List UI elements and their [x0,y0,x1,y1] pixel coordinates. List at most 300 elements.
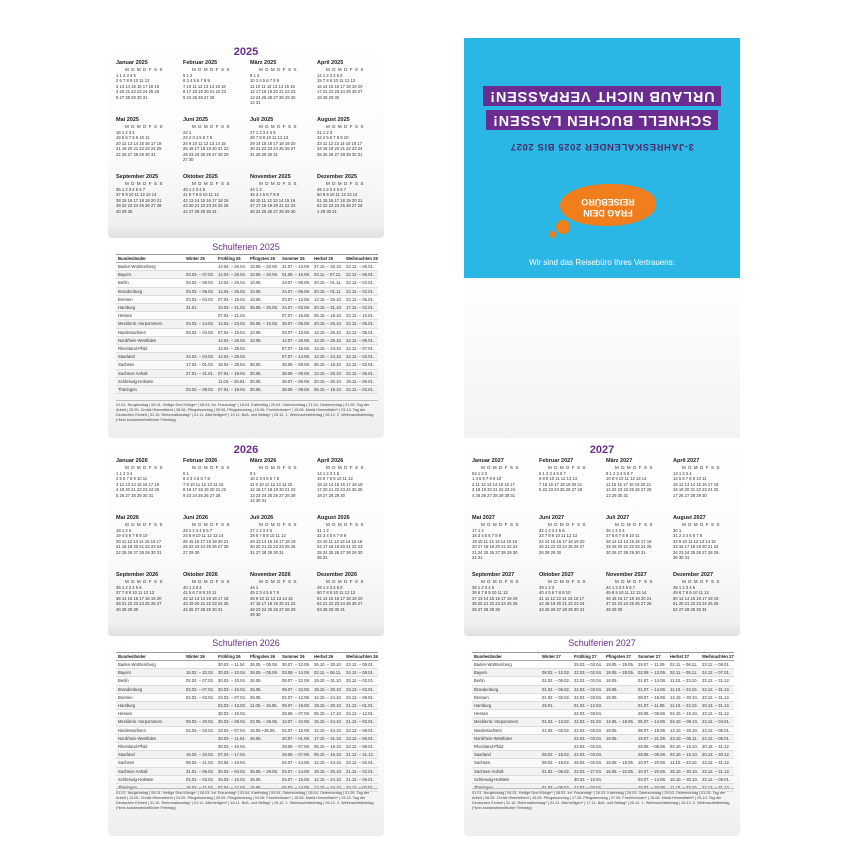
holiday-range: 26.10. – 30.10. [314,662,342,667]
weekday-header: M D M D F S S [259,522,298,527]
column-header: Winter 27 [542,654,561,659]
holiday-range: 08.07. – 18.08. [638,694,666,700]
week-row: 48 24 25 26 27 28 29 30 [250,208,296,214]
state-name: Sachsen [474,760,491,766]
holiday-range: 23.12. – 06.01. [346,735,374,741]
state-name: Bayern [474,670,488,676]
week-row: 38 14 15 16 17 18 19 20 [116,595,162,601]
holiday-range: 03.07. – 13.08. [282,329,310,335]
column-header: Bundesländer [474,654,502,659]
week-row: 9 24 25 26 27 28 [183,94,215,100]
holiday-range: 13.10. – 25.10. [314,329,342,335]
weekday-header: M D M D F S S [192,67,231,72]
week-row: 39 1 2 3 [539,585,555,590]
state-name: Brandenburg [118,686,143,692]
table-row [472,743,734,751]
holiday-range: 07.04. – 19.04. [218,329,246,335]
weekday-header: M D M D F S S [192,522,231,527]
holiday-range: 05.10. – 16.10. [314,752,342,758]
table-row [116,661,378,669]
holiday-range: 14.04. – 25.04. [218,354,246,360]
state-name: Bremen [118,694,133,700]
week-row: 5 1 [183,471,189,476]
holiday-range: 19.07. – 31.08. [638,735,666,741]
holiday-range: 03.07. – 13.08. [282,296,310,302]
holiday-range: 22.12. – 02.01. [346,288,374,294]
month-name: März 2027 [606,458,633,464]
table-row [116,271,378,279]
month-block [472,458,536,498]
week-row: 37 13 14 15 16 17 18 19 [472,595,518,601]
holiday-range [542,710,574,717]
holiday-range: 22.03. – 03.04. [574,727,602,733]
logo-bubble [556,220,570,234]
holiday-range: 07.07. – 15.08. [282,346,310,352]
month-name: Mai 2027 [472,515,495,521]
holiday-range: 01.08. – 15.09. [282,272,310,278]
holiday-range: 03.04. – 10.04. [218,760,246,766]
state-name: Schleswig-Holstein [118,378,154,384]
week-row: 1 29 30 31 [317,208,337,214]
table-row [116,320,378,328]
week-row: 9 23 24 25 26 27 28 [183,492,221,498]
week-row: 15 7 8 9 10 11 12 13 [317,78,356,84]
holiday-range: 09.02. – 21.02. [186,760,214,766]
state-name: Thüringen [118,785,137,791]
week-row: 28 6 7 8 9 10 11 12 [250,533,286,539]
holiday-range: 23.12. – 02.01. [346,785,374,791]
holiday-range: 15.05. – 22.05. [606,768,634,774]
table-row [116,304,378,312]
month-block [250,572,314,617]
weekday-header: M D M D F S S [125,181,164,186]
week-row: 30 21 22 23 24 25 26 27 [250,146,296,152]
week-row: 48 29 30 [606,606,623,612]
day-grid [116,73,180,100]
ferien-table-2026 [116,652,378,792]
column-header: Sommer 26 [282,654,305,659]
weekday-header: M D M D F S S [481,579,520,584]
holiday-range: 03.02. – 04.02. [186,329,214,335]
state-name: Baden-Württemberg [118,264,156,269]
ferien-panel-2025 [108,238,384,438]
state-name: Sachsen-Anhalt [474,768,504,774]
month-name: März 2026 [250,458,277,464]
holiday-range: 30.05. [250,370,262,376]
table-row [472,735,734,743]
holiday-range: 19.10. – 30.10. [314,703,342,709]
table-header [116,255,378,263]
week-row: 35 1 2 3 4 5 [472,585,495,590]
holiday-range: 09.07. – 22.08. [282,678,310,684]
week-row: 22 26 27 28 29 30 31 [116,151,156,157]
column-header: Frühling 25 [218,256,241,261]
holiday-range: 23.12. – 09.01. [346,662,374,667]
weekday-header: M D M D F S S [326,124,365,129]
table-row [116,279,378,287]
week-row: 31 28 29 30 31 [250,151,278,157]
day-grid [317,471,381,498]
week-row: 31 27 28 29 30 31 [250,549,284,555]
holiday-range: 12.10. – 24.10. [314,785,342,791]
holiday-range: 14.10. – 30.10. [670,694,698,700]
holiday-range: 29.06. – 07.08. [282,744,310,750]
holiday-range: 23.12. – 02.01. [346,678,374,684]
week-row: 27 30 [183,157,194,163]
week-row: 3 13 14 15 16 17 18 19 [116,83,160,89]
holiday-range: 22.03. – 03.04. [574,711,602,717]
week-row: 11 15 16 17 18 19 20 21 [606,481,652,487]
holiday-range: 05.10. – 17.10. [314,711,342,717]
ferien-title: Schulferien 2025 [212,242,280,252]
state-name: Baden-Württemberg [118,662,156,667]
week-row: 45 3 4 5 6 7 8 9 [250,192,280,198]
week-row: 23 1 2 3 4 5 6 7 [183,528,213,533]
holiday-range: 23.12. – 04.01. [702,719,730,725]
headline-1: URLAUB NICHT VERPASSEN! [464,86,740,106]
month-block [250,515,314,555]
holiday-footnote: 01.01. Neujahrstag | 06.01. Heilige Drei Könige* | 08.03. Int. Frauentag* | 18.04. Karfreitag | 20.04. Ostersonntag | 21.04. Ostermontag | 01.05. Tag der Arbeit | 29.05. Christi Himmelfahrt | 08.06. Pfingstsonntag | 09.06. Pfingstmontag | 19.06. Fronleichnam* | 15.08. Mariä Himmelfahrt* | 03.10. Tag der Deutschen Einheit | 31.10. Reformationstag* | 01.11. Allerheiligen* | 19.11. Buß- und Bettag* | 25.12. 1. Weihnachtsfeiertag | 26.12. 2. Weihnachtsfeiertag (*kein bundeseinheitlicher Feiertag) [116,400,378,423]
column-header: Weihnachten 26 [346,654,378,659]
holiday-range: 21.12. – 02.01. [346,768,374,774]
month-block [606,572,670,612]
day-grid [183,130,247,162]
month-block [317,515,381,560]
table-body [472,661,734,792]
month-name: Oktober 2027 [539,572,574,578]
week-row: 18 3 4 5 6 7 8 9 [472,533,502,539]
table-row [472,710,734,718]
holiday-range [186,702,218,709]
week-row: 28 7 8 9 10 11 12 13 [250,135,289,141]
holiday-range: 21.12. – 31.12. [346,752,374,758]
holiday-range: 30.03. – 10.04. [218,670,246,676]
table-row [116,370,378,378]
state-name: Thüringen [474,785,493,791]
month-block [673,515,737,560]
week-row: 25 16 17 18 19 20 21 22 [183,146,229,152]
holiday-range: 28.06. – 08.08. [282,362,310,368]
month-block [317,458,381,498]
holiday-range: 01.07. – 14.08. [638,678,666,684]
table-row [116,296,378,304]
week-row: 17 26 27 28 29 30 [673,492,707,498]
week-row: 36 31 [317,555,328,561]
state-name: Hamburg [118,703,136,709]
week-row: 20 11 12 13 14 15 16 17 [116,538,162,544]
ferien-title: Schulferien 2027 [568,638,636,648]
week-row: 5 27 28 29 30 31 [116,94,148,100]
holiday-range: 14.04. – 25.04. [218,280,246,286]
holiday-range: 15.10. – 24.10. [314,719,342,725]
week-row: 5 1 2 [183,73,193,78]
month-name: September 2027 [472,572,515,578]
month-name: Februar 2026 [183,458,218,464]
holiday-range: 26.05. – 05.06. [250,662,278,667]
week-row: 27 1 2 3 4 5 [250,528,273,533]
month-block [539,572,603,612]
holiday-range [186,378,218,385]
day-grid [116,471,180,498]
holiday-range: 10.03. – 21.03. [218,305,246,311]
day-grid [472,528,536,560]
holiday-range: 06.10. – 18.10. [314,313,342,319]
table-header [116,653,378,661]
holiday-range: 26.03. – 10.04. [218,776,246,782]
holiday-range: 04.07. – 14.08. [282,768,310,774]
holiday-range [186,743,218,750]
holiday-range [250,710,282,717]
state-name: Nordrhein-Westfalen [474,735,513,741]
week-row: 32 9 10 11 12 13 14 15 [673,538,716,544]
holiday-range: 18.05. [606,678,618,684]
week-row: 43 19 20 21 22 23 24 25 [183,601,229,607]
holiday-range: 23.12. – 09.01. [346,694,374,700]
holiday-range: 18.05. [606,694,618,700]
holiday-range [250,759,282,766]
table-header [472,653,734,661]
week-row: 43 20 21 22 23 24 25 26 [183,203,229,209]
month-block [116,458,180,498]
holiday-range: 23.03. – 07.04. [218,727,246,733]
holiday-range: 19.10. – 31.10. [314,678,342,684]
table-row [472,727,734,735]
week-row: 2 6 7 8 9 10 11 12 [116,78,150,84]
week-row: 35 30 31 [673,555,690,561]
holiday-range: 29.01. [542,703,554,709]
holiday-range: 13.10. – 25.10. [314,296,342,302]
holiday-range: 14.04. – 23.04. [218,321,246,327]
table-body [116,263,378,394]
month-name: Juli 2027 [606,515,630,521]
fold-shadow [108,622,384,636]
month-block [250,60,314,105]
week-row: 12 16 17 18 19 20 21 22 [250,487,296,493]
table-row [472,677,734,685]
column-header: Winter 26 [186,654,205,659]
column-header: Weihnachten 27 [702,654,734,659]
holiday-range: 03.02. – 08.02. [186,288,214,294]
weekday-header: M D M D F S S [326,522,365,527]
state-name: Sachsen [118,760,135,766]
week-row: 52 27 28 29 30 31 [673,606,707,612]
holiday-range [542,735,574,742]
cover-panel [464,38,740,248]
week-row: 13 24 25 26 27 28 29 30 [250,94,296,100]
weekday-header: M D M D F S S [192,124,231,129]
week-row: 14 31 [250,100,261,106]
week-row: 3 18 19 20 21 22 23 24 [472,487,516,493]
week-row: 17 21 22 23 24 25 26 27 [317,89,363,95]
holiday-range: 04.07. – 14.08. [282,785,310,791]
week-row: 41 11 12 13 14 15 16 17 [539,595,585,601]
week-row: 40 1 2 3 4 5 [183,187,206,192]
week-row: 1 1 2 3 4 [116,471,133,476]
holiday-range: 22.03. – 03.04. [574,735,602,741]
holiday-range: 25.03. – 03.04. [574,662,602,667]
column-header: Pfingsten 25 [250,256,275,261]
week-row: 24 14 15 16 17 18 19 20 [539,538,585,544]
holiday-range: 03.08. – 14.09. [282,670,310,676]
week-row: 43 25 26 27 28 29 30 31 [539,606,585,612]
holiday-range: 02.02. – 07.02. [186,686,214,692]
state-name: Brandenburg [474,686,499,692]
day-grid [317,187,381,214]
month-name: Dezember 2026 [317,572,358,578]
month-block [539,515,603,555]
week-row: 14 1 2 3 4 5 6 [317,73,343,78]
holiday-range: 24.02. – 04.03. [186,354,214,360]
month-block [250,174,314,214]
state-name: Rheinland-Pfalz [474,744,504,750]
holiday-range: 02.11. – 05.11. [670,670,698,676]
holiday-range: 05.10. – 16.10. [314,744,342,750]
holiday-range: 04.07. – 15.08. [282,776,310,782]
week-row: 4 20 21 22 23 24 25 26 [116,89,160,95]
column-header: Pfingsten 27 [606,654,631,659]
week-row: 16 14 15 16 17 18 19 20 [317,83,363,89]
month-block [673,458,737,498]
week-row: 35 25 26 27 28 29 30 31 [317,151,363,157]
weekday-header: M D M D F S S [326,579,365,584]
week-row: 45 2 3 4 5 6 7 8 [250,590,280,596]
week-row: 35 24 25 26 27 28 29 30 [317,549,363,555]
holiday-range: 18.05. [606,727,618,733]
month-name: November 2026 [250,572,291,578]
week-row: 36 6 7 8 9 10 11 12 [472,590,508,596]
day-grid [250,130,314,157]
holiday-range: 19.10. – 30.10. [314,768,342,774]
week-row: 2 11 12 13 14 15 16 17 [472,481,515,487]
weekday-header: M D M D F S S [481,522,520,527]
state-name: Berlin [118,678,129,684]
holiday-range: 21.12. – 06.01. [346,776,374,782]
column-header: Herbst 26 [314,654,334,659]
holiday-range: 22.12. – 03.01. [346,387,374,393]
weekday-header: M D M D F S S [548,522,587,527]
week-row: 18 28 29 30 [317,94,340,100]
weekday-header: M D M D F S S [125,579,164,584]
week-row: 15 6 7 8 9 10 11 12 [317,476,353,482]
month-block [116,60,180,100]
holiday-range: 30.07. – 12.09. [282,662,310,667]
holiday-range: 20.10. – 01.11. [314,288,342,294]
week-row: 19 5 6 7 8 9 10 11 [116,135,150,141]
holiday-range: 14.10. – 30.10. [670,727,698,733]
week-row: 46 15 16 17 18 19 20 21 [606,595,652,601]
table-row [116,677,378,685]
holiday-range: 25.10. – 30.10. [670,768,698,774]
table-row [116,345,378,353]
week-row: 50 8 9 10 11 12 13 14 [317,192,358,198]
holiday-range: 03.02. – 04.02. [186,296,214,302]
week-row: 23 7 8 9 10 11 12 13 [539,533,578,539]
holiday-range: 24.07. – 03.09. [282,305,310,311]
holiday-range: 08.02. – 12.02. [542,670,570,676]
holiday-range: 01.07. – 14.08. [638,686,666,692]
frag-dein-reisebuero-logo [546,180,656,234]
holiday-range: 29.06. – 07.08. [282,752,310,758]
cover-subtitle: 3-JAHRESKALENDER 2025 BIS 2027 [510,141,694,152]
week-row: 14 5 6 7 8 9 10 11 [673,476,707,482]
holiday-range: 12.10. – 24.10. [314,727,342,733]
state-name: Niedersachsen [474,727,502,733]
weekday-header: M D M D F S S [615,522,654,527]
holiday-range: 22.12. – 05.01. [346,296,374,302]
holiday-range: 20.10. – 30.10. [314,378,342,384]
week-row: 36 1 2 3 4 5 6 [116,585,142,590]
column-header: Frühling 27 [574,654,597,659]
weekday-header: M D M D F S S [615,579,654,584]
weekday-header: M D M D F S S [326,181,365,186]
week-row: 8 16 17 18 19 20 21 22 [183,487,227,493]
weekday-header: M D M D F S S [259,67,298,72]
week-row: 46 10 11 12 13 14 15 16 [250,197,296,203]
state-name: Niedersachsen [118,727,146,733]
week-row: 7 15 16 17 18 19 20 21 [539,481,583,487]
column-header: Pfingsten 26 [250,654,275,659]
week-row: 27 5 6 7 8 9 10 11 [606,533,640,539]
month-name: April 2027 [673,458,700,464]
holiday-range [186,345,218,352]
holiday-range: 11.10. – 23.10. [670,686,698,692]
holiday-range: 01.03. – 12.03. [574,703,602,709]
holiday-range: 30.03. – 10.04. [218,678,246,684]
month-name: Juni 2026 [183,515,209,521]
week-row: 31 1 2 3 [317,130,333,135]
week-row: 33 16 17 18 19 20 21 22 [673,544,719,550]
month-name: Februar 2027 [539,458,574,464]
state-name: Nordrhein-Westfalen [118,735,157,741]
weekday-header: M D M D F S S [481,465,520,470]
month-name: November 2025 [250,174,291,180]
state-name: Brandenburg [118,288,143,294]
week-row: 53 1 2 3 [472,471,488,476]
week-row: 24 8 9 10 11 12 13 14 [183,533,224,539]
month-name: Januar 2025 [116,60,148,66]
table-row [116,694,378,702]
week-row: 26 23 24 25 26 27 28 29 [183,151,229,157]
holiday-range [250,353,282,360]
holiday-range: 26.05. [250,694,262,700]
week-row: 24 9 10 11 12 13 14 15 [183,140,226,146]
week-row: 13 23 24 25 26 27 28 29 [250,492,296,498]
day-grid [116,585,180,612]
holiday-range: 30.03. – 10.04. [218,711,246,717]
holiday-range: 10.06. [250,329,262,335]
holiday-range: 10.07. – 20.08. [638,768,666,774]
table-row [116,768,378,776]
holiday-range: 11.10. – 23.10. [670,760,698,766]
holiday-range: 10.06. – 20.06. [250,272,278,278]
holiday-range: 02.07. – 12.08. [282,694,310,700]
holiday-range: 30.05. [250,387,262,393]
week-row: 26 28 29 30 [539,549,562,555]
column-header: Frühling 26 [218,654,241,659]
table-row [116,386,378,394]
week-row: 9 1 2 3 4 5 6 7 [606,471,633,476]
month-name: Juli 2025 [250,117,274,123]
holiday-range: 21.12. – 02.01. [346,719,374,725]
holiday-range: 15.05. [250,785,262,791]
holiday-range: 20.12. – 30.12. [702,752,730,758]
ferien-panel-2026 [108,636,384,836]
month-name: Januar 2027 [472,458,504,464]
state-name: Hessen [118,711,133,717]
day-grid [250,73,314,105]
table-body [116,661,378,792]
holiday-range: 06.10. – 18.10. [314,387,342,393]
